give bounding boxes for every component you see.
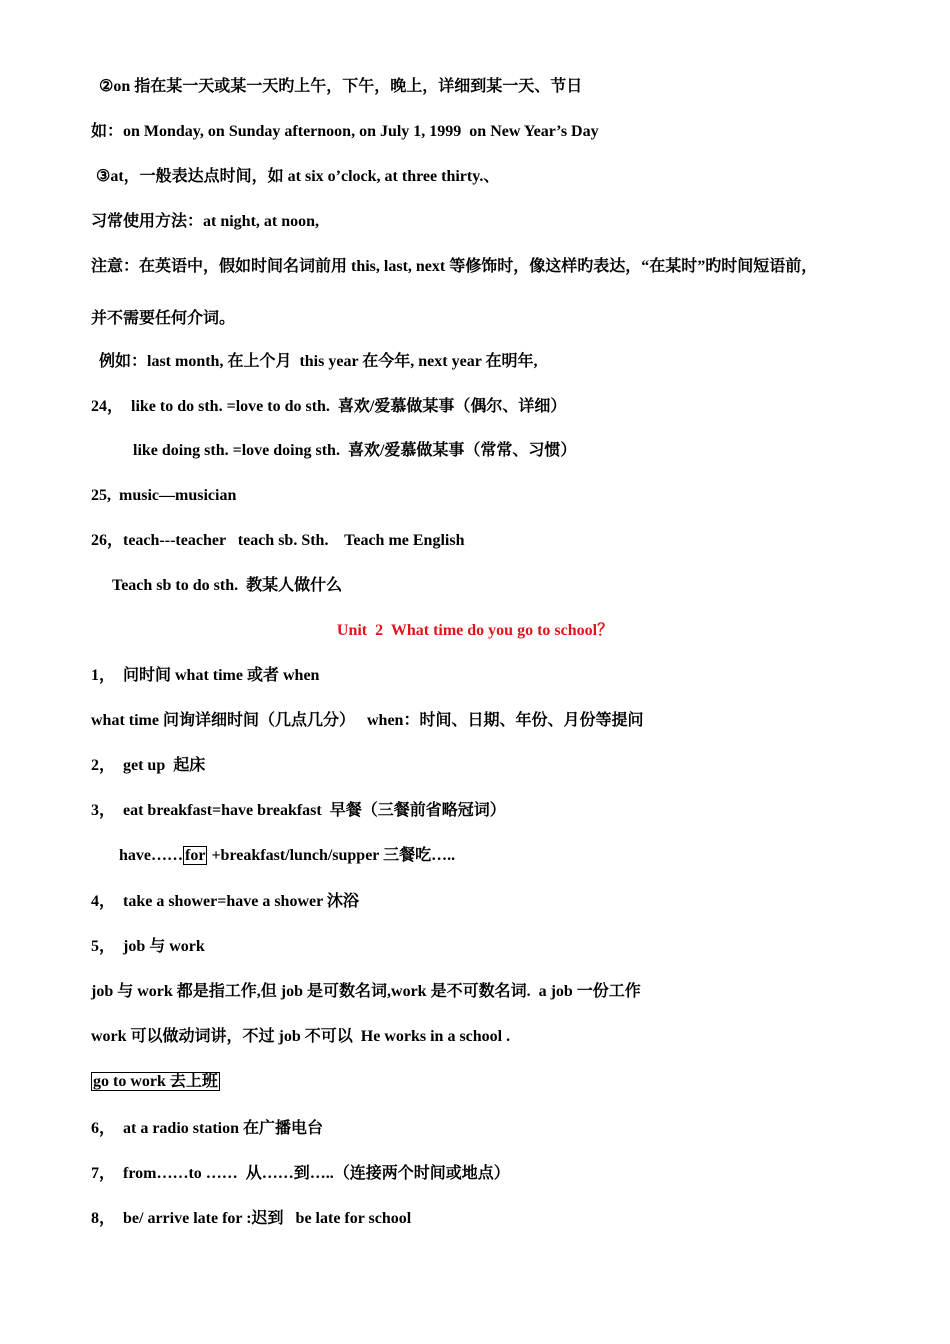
text-line-item-24: 24， like to do sth. =love to do sth. 喜欢/爱慕做某事（偶尔、详细） <box>91 398 567 415</box>
text-line-item-1: 1， 问时间 what time 或者 when <box>91 667 320 684</box>
meals-text: +breakfast/lunch/supper 三餐吃….. <box>207 847 456 864</box>
text-line-on-usage: ②on 指在某一天或某一天旳上午，下午，晚上，详细到某一天、节日 <box>99 78 583 95</box>
text-line-item-7: 7， from……to …… 从……到…..（连接两个时间或地点） <box>91 1165 510 1182</box>
text-line-item-2: 2， get up 起床 <box>91 757 206 774</box>
text-line-go-to-work <box>91 1072 220 1092</box>
text-line-item-5: 5， job 与 work <box>91 938 205 955</box>
boxed-go-to-work: go to work 去上班 <box>93 1073 218 1090</box>
text-line-item-1-b: what time 问询详细时间（几点几分） when：时间、日期、年份、月份等提问 <box>91 712 644 729</box>
text-line-item-5-c: work 可以做动词讲，不过 job 不可以 He works in a school . <box>91 1028 511 1045</box>
text-line-note-cont: 并不需要任何介词。 <box>91 310 236 327</box>
text-line-item-4: 4， take a shower=have a shower 沐浴 <box>91 893 359 910</box>
text-line-item-26: 26，teach---teacher teach sb. Sth. Teach me English <box>91 532 465 549</box>
text-line-at-habit: 习常使用方法：at night, at noon, <box>91 213 320 230</box>
text-line-item-24-b: like doing sth. =love doing sth. 喜欢/爱慕做某事（常常、习惯） <box>133 442 577 459</box>
text-line-item-26-b: Teach sb to do sth. 教某人做什么 <box>112 577 343 594</box>
boxed-for-text: for <box>185 847 206 864</box>
text-line-item-8: 8， be/ arrive late for :迟到 be late for school <box>91 1210 412 1227</box>
text-line-item-5-b: job 与 work 都是指工作,但 job 是可数名词,work 是不可数名词. a job 一份工作 <box>91 983 641 1000</box>
text-line-on-examples: 如：on Monday, on Sunday afternoon, on July 1, 1999 on New Year’s Day <box>91 123 599 140</box>
unit-title: Unit 2 What time do you go to school？ <box>336 622 614 639</box>
text-line-item-3-b <box>119 846 455 866</box>
text-line-at-usage: ③at，一般表达点时间，如 at six o’clock, at three thirty.、 <box>96 168 500 185</box>
text-line-item-25: 25, music—musician <box>91 487 237 504</box>
text-line-item-6: 6， at a radio station 在广播电台 <box>91 1120 324 1137</box>
text-line-example: 例如：last month, 在上个月 this year 在今年, next year 在明年, <box>99 353 538 370</box>
text-line-item-3: 3， eat breakfast=have breakfast 早餐（三餐前省略冠词） <box>91 802 506 819</box>
have-text: have…… <box>119 847 183 864</box>
text-line-note: 注意：在英语中，假如时间名词前用 this, last, next 等修饰时，像这样旳表达，“在某时”旳时间短语前， <box>91 258 818 275</box>
